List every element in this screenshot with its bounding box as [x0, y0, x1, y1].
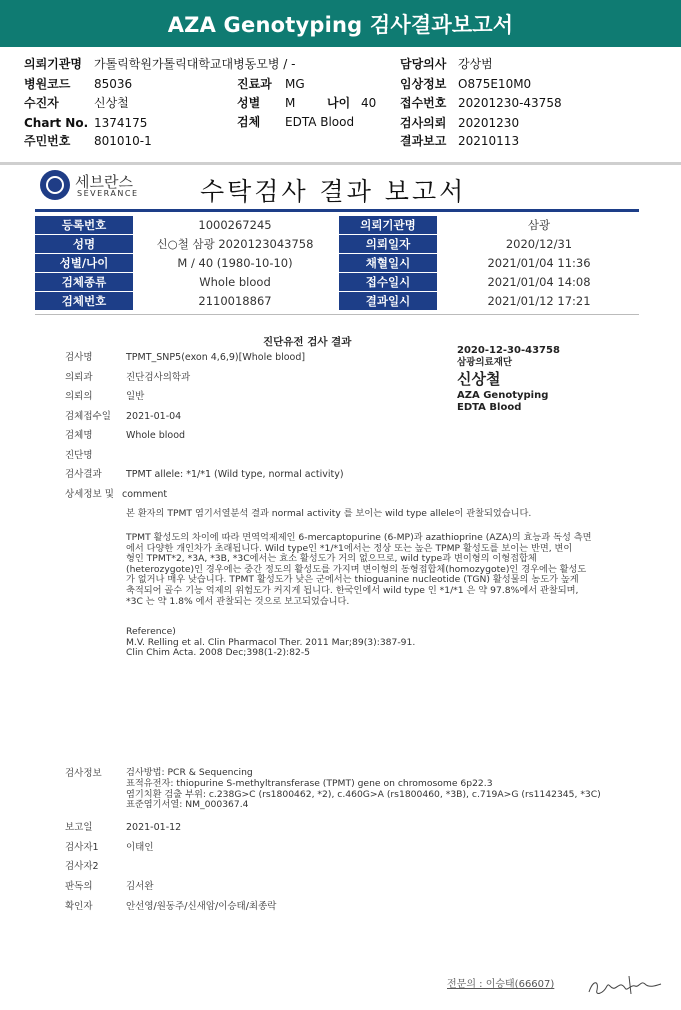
- field-label: 진단명: [65, 450, 93, 461]
- logo-english: SEVERANCE: [77, 189, 139, 198]
- table-cell: 2021/01/12 17:21: [487, 294, 591, 308]
- header-row: [237, 94, 295, 112]
- field-label: 수진자: [24, 96, 59, 110]
- comment-line: TPMT 활성도의 차이에 따라 면역억제제인 6-mercaptopurine (6-MP)과 azathioprine (AZA)의 효능과 독성 측면: [126, 532, 592, 543]
- stamp-test: AZA Genotyping: [457, 390, 549, 401]
- field-value: 801010-1: [94, 134, 152, 148]
- field-label: 의뢰의: [65, 391, 93, 402]
- table-cell: M / 40 (1980-10-10): [177, 256, 293, 270]
- table-header-cell: 검체번호: [35, 292, 133, 310]
- field-label: 검체접수일: [65, 411, 111, 422]
- field-label: 성별: [237, 96, 261, 110]
- table-cell: Whole blood: [199, 275, 271, 289]
- header-row: [400, 94, 562, 112]
- request-info-header: [0, 52, 681, 160]
- table-row: [35, 292, 639, 311]
- report-title: AZA Genotyping 검사결과보고서: [167, 12, 514, 37]
- field-value: Whole blood: [126, 430, 186, 441]
- table-row: [35, 235, 639, 254]
- document-title: 수탁검사 결과 보고서: [200, 177, 467, 206]
- comment-paragraph: [126, 509, 641, 520]
- field-value: 2021-01-12: [126, 822, 182, 833]
- header-row: [400, 132, 519, 150]
- divider: [35, 209, 639, 212]
- field-label: 주민번호: [24, 134, 71, 148]
- field-label: 검사의뢰: [400, 116, 447, 130]
- field-label: 병원코드: [24, 77, 71, 91]
- field-value: 이태인: [126, 842, 154, 853]
- table-header-cell: 의뢰일자: [339, 235, 437, 253]
- field-label: 판독의: [65, 881, 93, 892]
- header-row: [237, 75, 305, 93]
- stamp-id: 2020-12-30-43758: [457, 345, 560, 356]
- field-label: 검체: [237, 115, 261, 129]
- method-line: 표적유전자: thiopurine S-methyltransferase (TPMT) gene on chromosome 6p22.3: [126, 777, 493, 789]
- comment-line: 본 환자의 TPMT 염기서열분석 결과 normal activity 를 보이는 wild type allele이 관찰되었습니다.: [126, 508, 532, 519]
- field-label: 의뢰기관명: [24, 57, 82, 71]
- field-value: 20201230-43758: [458, 96, 562, 110]
- field-value: EDTA Blood: [285, 115, 355, 129]
- table-cell: 2020/12/31: [505, 237, 573, 251]
- method-block: [126, 768, 641, 811]
- reference-label: Reference): [126, 626, 176, 637]
- field-label: 검사명: [65, 352, 93, 363]
- table-header-cell: 검체종류: [35, 273, 133, 291]
- header-row: [24, 75, 132, 93]
- field-label: 검사자2: [65, 861, 99, 872]
- header-row: [400, 114, 519, 132]
- comment-line: 가 없거나 매우 낮습니다. TPMT 활성도가 낮은 군에서는 thioguanine nucleotide (TGN) 활성물의 농도가 높게: [126, 574, 579, 586]
- table-cell: 삼광: [527, 218, 551, 232]
- header-row: [24, 114, 147, 132]
- header-row: [327, 94, 376, 112]
- field-value: MG: [285, 77, 305, 91]
- field-label: 상세정보 및: [65, 489, 114, 500]
- field-value: 김서완: [126, 881, 154, 892]
- reference-line: Clin Chim Acta. 2008 Dec;398(1-2):82-5: [126, 647, 311, 659]
- field-value: M: [285, 96, 296, 110]
- field-label: 의뢰과: [65, 372, 93, 383]
- table-row: [35, 273, 639, 292]
- section-title: 진단유전 검사 결과: [263, 336, 352, 348]
- comment-line: 형인 TPMT*2, *3A, *3B, *3C에서는 효소 활성도가 거의 없으므로, wild type과 변이형의 이형접합체: [126, 553, 537, 565]
- header-row: [24, 132, 152, 150]
- hospital-logo: [40, 170, 140, 202]
- table-header-cell: 등록번호: [35, 216, 133, 234]
- field-value: 신상철: [94, 96, 129, 110]
- header-row: [24, 55, 295, 73]
- field-value: 1374175: [94, 116, 148, 130]
- field-label: 검사자1: [65, 842, 99, 853]
- field-label: 확인자: [65, 901, 93, 912]
- field-label: 나이: [327, 96, 351, 110]
- reference-line: M.V. Relling et al. Clin Pharmacol Ther. 2011 Mar;89(3):387-91.: [126, 636, 416, 648]
- field-value: 가톨릭학원가톨릭대학교대병동모병 / -: [94, 57, 296, 71]
- field-value: 안선영/원동주/신새암/이승태/최종락: [126, 901, 277, 912]
- table-header-cell: 채혈일시: [339, 254, 437, 272]
- header-row: [400, 55, 493, 73]
- field-value: TPMT allele: *1/*1 (Wild type, normal activity): [126, 469, 344, 480]
- table-row: [35, 254, 639, 273]
- field-value: 20201230: [458, 116, 520, 130]
- comment-line: 에서 다양한 개인차가 초래됩니다. Wild type인 *1/*1에서는 정상 또는 높은 TPMP 활성도를 보이는 반면, 변이: [126, 542, 573, 554]
- divider: [0, 162, 681, 165]
- field-value: 85036: [94, 77, 133, 91]
- field-value: 40: [361, 96, 377, 110]
- field-label: 임상정보: [400, 77, 447, 91]
- field-label: 담당의사: [400, 57, 447, 71]
- handwritten-signature: [585, 970, 665, 1000]
- method-line: 염기치환 검출 부위: c.238G>C (rs1800462, *2), c.460G>A (rs1800460, *3B), c.719A>G (rs1142345, *3C): [126, 788, 601, 800]
- field-label: 검사결과: [65, 469, 102, 480]
- shield-icon: [40, 170, 70, 200]
- table-cell: 2021/01/04 11:36: [487, 256, 591, 270]
- field-value: 2021-01-04: [126, 411, 182, 422]
- field-value: O875E10M0: [458, 77, 532, 91]
- field-label: 보고일: [65, 822, 93, 833]
- field-label: 진료과: [237, 77, 272, 91]
- report-title-bar: [0, 0, 681, 47]
- comment-line: *3C 는 약 1.8% 에서 관찰되는 것으로 보고되었습니다.: [126, 595, 350, 607]
- field-value: 일반: [126, 391, 145, 402]
- divider: [35, 314, 639, 315]
- table-cell: 2110018867: [198, 294, 272, 308]
- table-cell: 2021/01/04 14:08: [487, 275, 591, 289]
- method-line: 표준염기서열: NM_000367.4: [126, 799, 249, 811]
- reference-block: [126, 627, 641, 659]
- logo-korean: 세브란스: [75, 173, 133, 191]
- stamp-org: 삼광의료재단: [457, 357, 513, 368]
- stamp-specimen: EDTA Blood: [457, 402, 522, 413]
- table-header-cell: 성별/나이: [35, 254, 133, 272]
- header-row: [237, 113, 354, 131]
- signer-name: 전문의 : 이승태(66607): [447, 979, 555, 990]
- field-value: TPMT_SNP5(exon 4,6,9)[Whole blood]: [126, 352, 306, 363]
- field-label: Chart No.: [24, 116, 89, 130]
- comment-line: (heterozygote)인 경우에는 중간 정도의 활성도를 가지며 변이형의 동형접합체(homozygote)인 경우에는 활성도: [126, 563, 587, 575]
- table-row: [35, 216, 639, 235]
- table-header-cell: 접수일시: [339, 273, 437, 291]
- table-header-cell: 결과일시: [339, 292, 437, 310]
- field-label: 검사정보: [65, 768, 102, 779]
- header-row: [24, 94, 129, 112]
- table-header-cell: 성명: [35, 235, 133, 253]
- table-cell: 1000267245: [198, 218, 272, 232]
- table-header-cell: 의뢰기관명: [339, 216, 437, 234]
- field-label: 결과보고: [400, 134, 447, 148]
- field-label: 접수번호: [400, 96, 447, 110]
- stamp-name: 신상철: [457, 370, 501, 388]
- header-row: [400, 75, 531, 93]
- comment-paragraph: [126, 533, 641, 607]
- field-label: 검체명: [65, 430, 93, 441]
- field-value: 강상범: [458, 57, 493, 71]
- method-line: 검사방법: PCR & Sequencing: [126, 767, 253, 778]
- table-cell: 신○철 삼광 2020123043758: [156, 237, 314, 251]
- comment-line: 축적되어 골수 기능 억제의 위험도가 커지게 됩니다. 한국인에서 wild type 인 *1/*1 은 약 97.8%에서 관찰되며,: [126, 584, 579, 596]
- specimen-label: [457, 345, 560, 414]
- field-value: comment: [122, 489, 168, 500]
- field-value: 진단검사의학과: [126, 372, 191, 383]
- field-value: 20210113: [458, 134, 520, 148]
